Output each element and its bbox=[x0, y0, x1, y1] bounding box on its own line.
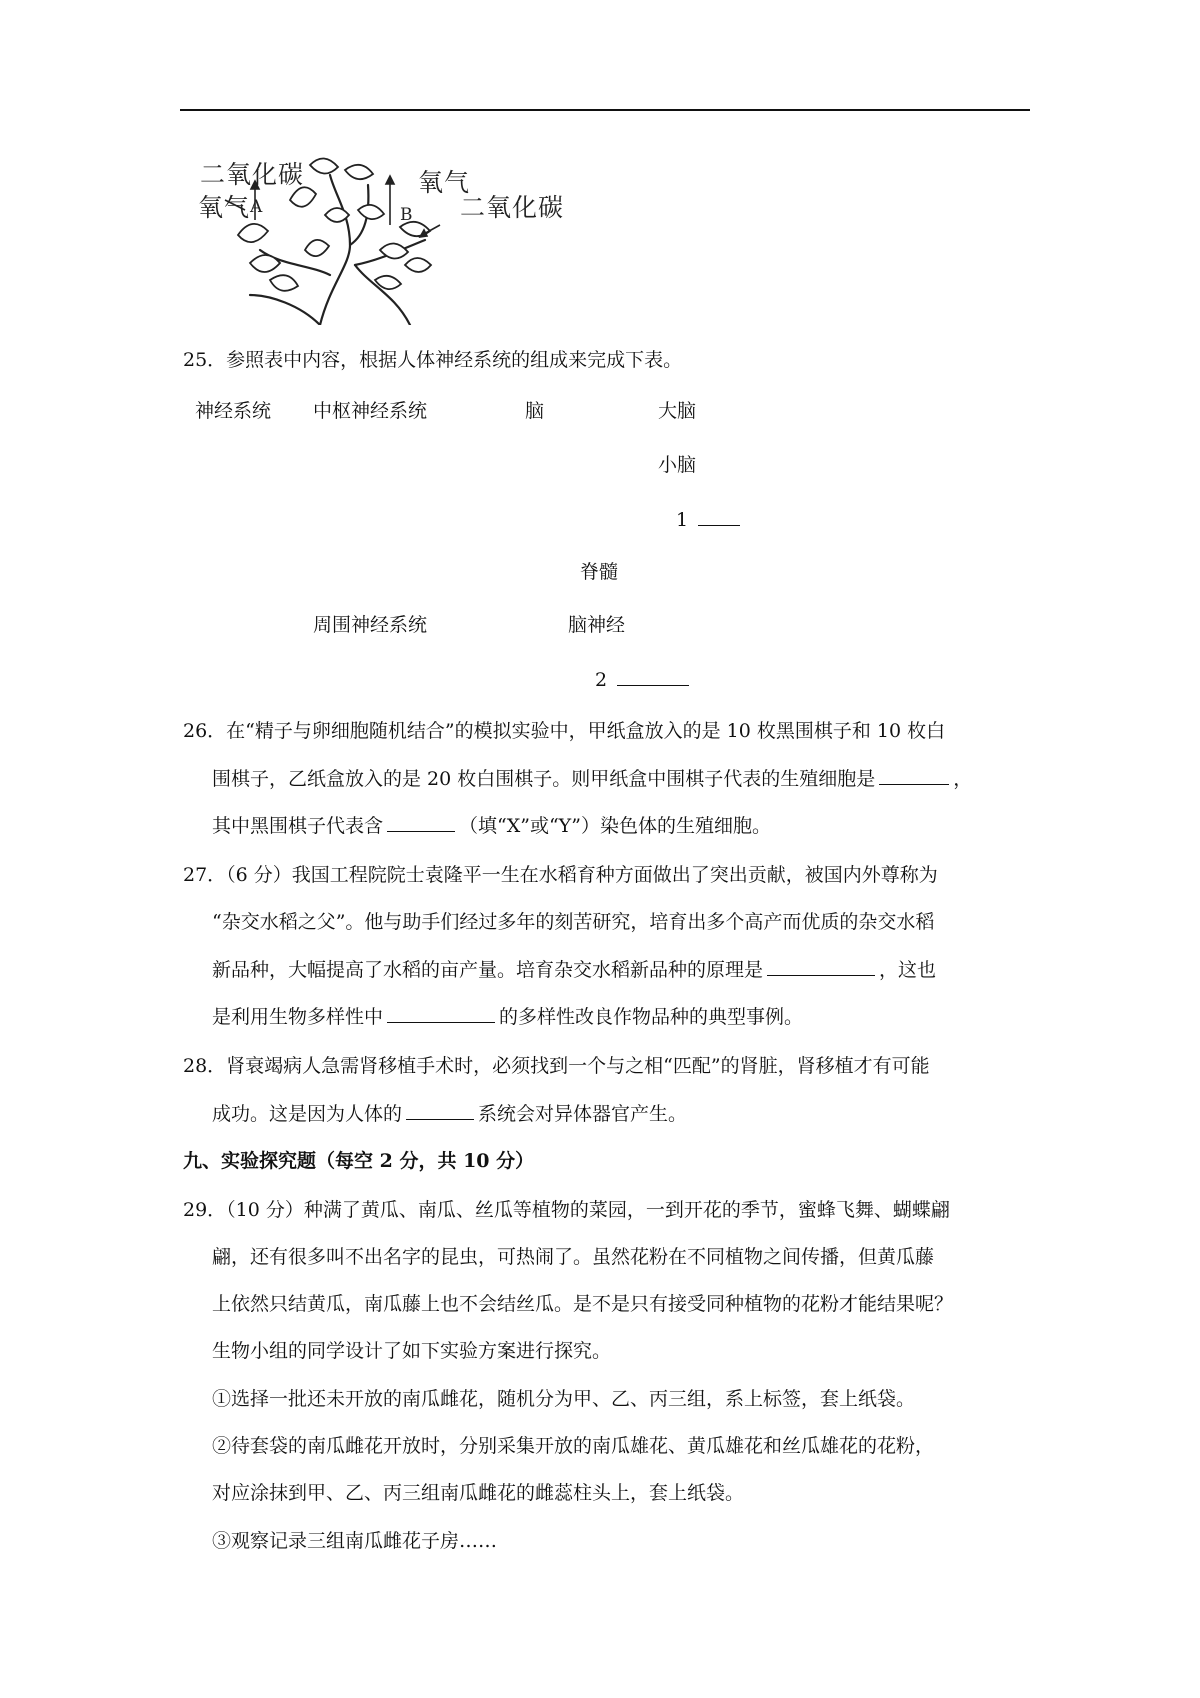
q29-line-3: 上依然只结黄瓜，南瓜藤上也不会结丝瓜。是不是只有接受同种植物的花粉才能结果呢？ bbox=[212, 1293, 954, 1315]
figure-label-o2-right: 氧气 bbox=[418, 168, 471, 197]
q29-step-1: ①选择一批还未开放的南瓜雌花，随机分为甲、乙、丙三组，系上标签，套上纸袋。 bbox=[212, 1388, 916, 1410]
table-blank-2 bbox=[595, 665, 693, 694]
q28-line-2-text: 成功。这是因为人体的 bbox=[212, 1103, 403, 1125]
figure-label-co2-right: 二氧化碳 bbox=[460, 193, 565, 222]
q28-line-1: 28．肾衰竭病人急需肾移植手术时，必须找到一个与之相“匹配”的肾脏，肾移植才有可能 bbox=[183, 1055, 930, 1077]
q28-line-2 bbox=[212, 1099, 687, 1128]
table-brain: 脑 bbox=[525, 400, 545, 422]
q25-stem: 25．参照表中内容，根据人体神经系统的组成来完成下表。 bbox=[183, 349, 683, 371]
q27-line-4 bbox=[212, 1002, 803, 1031]
plant-gas-exchange-figure bbox=[198, 155, 570, 325]
answer-blank-q26-b[interactable] bbox=[387, 811, 455, 832]
q29-step-2b: 对应涂抹到甲、乙、丙三组南瓜雌花的雌蕊柱头上，套上纸袋。 bbox=[212, 1482, 745, 1504]
q29-line-1: 29．（10 分）种满了黄瓜、南瓜、丝瓜等植物的菜园，一到开花的季节，蜜蜂飞舞、蝴蝶翩 bbox=[183, 1199, 950, 1221]
q29-line-4: 生物小组的同学设计了如下实验方案进行探究。 bbox=[212, 1340, 612, 1362]
q27-line-3 bbox=[212, 955, 936, 984]
q28-line-2-end: 系统会对异体器官产生。 bbox=[478, 1103, 688, 1125]
q26-line-3 bbox=[212, 811, 771, 840]
answer-blank-q27-a[interactable] bbox=[767, 955, 875, 976]
table-cerebrum: 大脑 bbox=[658, 400, 697, 422]
table-spinal-cord: 脊髓 bbox=[580, 561, 619, 583]
section-heading-9: 九、实验探究题（每空 2 分，共 10 分） bbox=[183, 1150, 535, 1172]
q26-line-2-end: ， bbox=[953, 768, 973, 790]
q27-line-4-text: 是利用生物多样性中 bbox=[212, 1006, 384, 1028]
table-pns: 周围神经系统 bbox=[313, 614, 428, 636]
q27-line-2: “杂交水稻之父”。他与助手们经过多年的刻苦研究，培育出多个高产而优质的杂交水稻 bbox=[212, 911, 935, 933]
q26-line-2 bbox=[212, 764, 972, 793]
answer-blank-q26-a[interactable] bbox=[879, 764, 949, 785]
blank-1-number: 1 bbox=[676, 509, 689, 531]
q26-line-3-text: 其中黑围棋子代表含 bbox=[212, 815, 384, 837]
answer-blank-2[interactable] bbox=[617, 665, 689, 686]
figure-label-b: B bbox=[400, 205, 413, 225]
q26-line-1: 26．在“精子与卵细胞随机结合”的模拟实验中，甲纸盒放入的是 10 枚黑围棋子和 10 枚白 bbox=[183, 720, 946, 742]
blank-2-number: 2 bbox=[595, 669, 608, 691]
answer-blank-q28[interactable] bbox=[406, 1099, 474, 1120]
answer-blank-q27-b[interactable] bbox=[387, 1002, 495, 1023]
table-blank-1 bbox=[676, 505, 744, 534]
figure-label-a: A bbox=[250, 197, 263, 217]
table-cranial-nerve: 脑神经 bbox=[568, 614, 626, 636]
q26-line-3-end: （填“X”或“Y”）染色体的生殖细胞。 bbox=[459, 815, 771, 837]
table-cns: 中枢神经系统 bbox=[313, 400, 428, 422]
q29-step-3: ③观察记录三组南瓜雌花子房…… bbox=[212, 1530, 498, 1552]
header-rule bbox=[180, 109, 1030, 111]
q29-step-2a: ②待套袋的南瓜雌花开放时，分别采集开放的南瓜雄花、黄瓜雄花和丝瓜雄花的花粉， bbox=[212, 1435, 935, 1457]
q27-line-3-end: ，这也 bbox=[879, 959, 937, 981]
figure-label-co2-left: 二氧化碳 bbox=[200, 160, 305, 189]
q26-line-2-text: 围棋子，乙纸盒放入的是 20 枚白围棋子。则甲纸盒中围棋子代表的生殖细胞是 bbox=[212, 768, 876, 790]
q29-line-2: 翩，还有很多叫不出名字的昆虫，可热闹了。虽然花粉在不同植物之间传播，但黄瓜藤 bbox=[212, 1246, 935, 1268]
answer-blank-1[interactable] bbox=[698, 505, 740, 526]
q27-line-1: 27．（6 分）我国工程院院士袁隆平一生在水稻育种方面做出了突出贡献，被国内外尊称为 bbox=[183, 864, 938, 886]
q27-line-4-end: 的多样性改良作物品种的典型事例。 bbox=[499, 1006, 804, 1028]
q27-line-3-text: 新品种，大幅提高了水稻的亩产量。培育杂交水稻新品种的原理是 bbox=[212, 959, 764, 981]
table-cerebellum: 小脑 bbox=[658, 454, 697, 476]
figure-label-o2-left: 氧气 bbox=[198, 193, 251, 222]
table-nervous-system: 神经系统 bbox=[195, 400, 272, 422]
